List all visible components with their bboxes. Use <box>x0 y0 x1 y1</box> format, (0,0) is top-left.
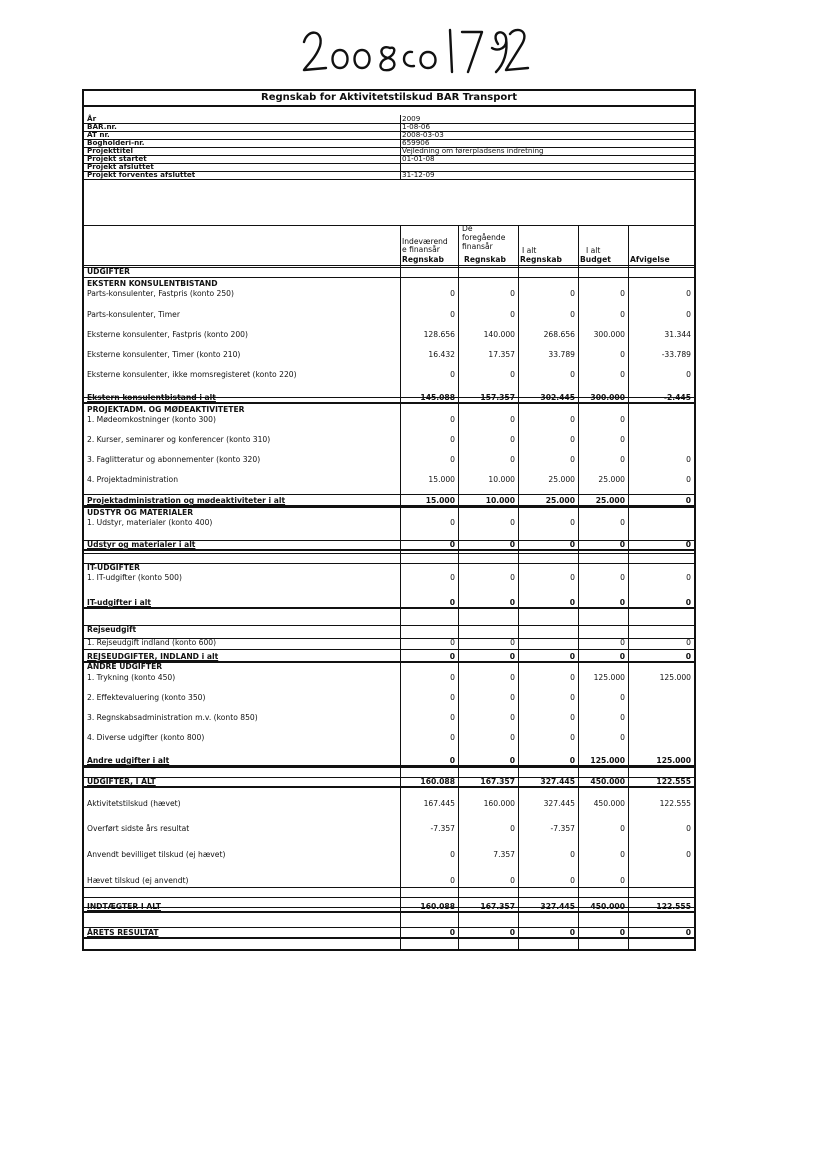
row-label: 4. Diverse udgifter (konto 800) <box>87 733 205 742</box>
divider <box>84 540 694 541</box>
row-value: 0 <box>620 638 625 647</box>
row-value: 0 <box>450 310 455 319</box>
row-value: 0 <box>570 876 575 885</box>
row-value: 33.789 <box>548 350 575 359</box>
row-label: Hævet tilskud (ej anvendt) <box>87 876 189 885</box>
column-header: foregående <box>462 233 506 242</box>
row-label: 2. Effektevaluering (konto 350) <box>87 693 206 702</box>
row-value: 25.000 <box>595 496 625 505</box>
row-value: 10.000 <box>485 496 515 505</box>
info-row <box>84 171 694 179</box>
row-value: 0 <box>510 824 515 833</box>
info-label: Projekttitel <box>87 146 133 155</box>
row-value: 0 <box>620 415 625 424</box>
row-value: 0 <box>619 928 625 937</box>
info-value: Vejledning om førerpladsens indretning <box>402 146 544 155</box>
row-label: 1. Udstyr, materialer (konto 400) <box>87 518 213 527</box>
row-value: 0 <box>509 540 515 549</box>
row-value: 122.555 <box>659 799 691 808</box>
row-value: 16.432 <box>428 350 455 359</box>
column-header: finansår <box>462 242 493 251</box>
row-label: ANDRE UDGIFTER <box>87 662 163 671</box>
divider <box>518 225 519 949</box>
row-value: -7.357 <box>430 824 455 833</box>
divider <box>84 553 694 554</box>
row-value: 0 <box>686 455 691 464</box>
row-value: 0 <box>620 713 625 722</box>
divider <box>84 267 694 268</box>
row-label: 1. Rejseudgift indland (konto 600) <box>87 638 217 647</box>
info-value: 2009 <box>402 114 421 123</box>
row-value: 0 <box>450 370 455 379</box>
row-value: 327.445 <box>540 777 575 786</box>
row-label: Eksterne konsulenter, Timer (konto 210) <box>87 350 241 359</box>
divider <box>578 225 579 949</box>
row-value: 327.445 <box>540 902 575 911</box>
row-value: 0 <box>570 850 575 859</box>
info-label: Projekt afsluttet <box>87 162 154 171</box>
row-value: 0 <box>570 713 575 722</box>
column-header: Regnskab <box>520 255 562 264</box>
row-value: 0 <box>450 289 455 298</box>
row-value: 0 <box>570 289 575 298</box>
row-value: 0 <box>510 370 515 379</box>
row-value: 0 <box>620 693 625 702</box>
divider <box>84 265 694 266</box>
row-value: 0 <box>619 652 625 661</box>
row-label: Parts-konsulenter, Timer <box>87 310 180 319</box>
divider <box>84 607 694 609</box>
column-header: Regnskab <box>402 255 444 264</box>
row-label: Projektadministration og mødeaktiviteter i alt <box>87 496 286 505</box>
row-label: INDTÆGTER I ALT <box>87 902 161 911</box>
column-header: De <box>462 224 473 233</box>
row-value: 0 <box>686 573 691 582</box>
row-value: -33.789 <box>661 350 691 359</box>
row-label: 1. IT-udgifter (konto 500) <box>87 573 182 582</box>
divider <box>84 397 694 398</box>
divider <box>84 549 694 551</box>
row-value: 0 <box>449 652 455 661</box>
row-value: 300.000 <box>593 330 625 339</box>
row-value: 0 <box>570 435 575 444</box>
divider <box>84 777 694 778</box>
row-label: IT-UDGIFTER <box>87 563 140 572</box>
row-label: IT-udgifter i alt <box>87 598 151 607</box>
row-value: 157.357 <box>480 393 515 402</box>
row-value: 15.000 <box>425 496 455 505</box>
row-value: 0 <box>685 540 691 549</box>
row-value: 125.000 <box>659 673 691 682</box>
info-value: 01-01-08 <box>402 154 435 163</box>
row-value: 0 <box>620 350 625 359</box>
divider <box>628 225 629 949</box>
row-label: PROJEKTADM. OG MØDEAKTIVITETER <box>87 405 245 414</box>
row-value: 0 <box>570 673 575 682</box>
row-label: UDGIFTER, I ALT <box>87 777 156 786</box>
row-value: 450.000 <box>593 799 625 808</box>
row-value: 128.656 <box>423 330 455 339</box>
info-row <box>84 155 694 163</box>
divider <box>84 625 694 626</box>
divider <box>84 649 694 650</box>
row-label: Anvendt bevilliget tilskud (ej hævet) <box>87 850 226 859</box>
row-value: 25.000 <box>548 475 575 484</box>
row-value: 0 <box>620 455 625 464</box>
row-label: Udstyr og materialer i alt <box>87 540 196 549</box>
row-value: 0 <box>450 673 455 682</box>
row-label: Rejseudgift <box>87 625 137 634</box>
row-label: Eksterne konsulenter, ikke momsregisteret (konto 220) <box>87 370 297 379</box>
info-label: Projekt forventes afsluttet <box>87 170 196 179</box>
row-value: 160.088 <box>420 902 455 911</box>
row-value: 0 <box>620 876 625 885</box>
info-value: 2008-03-03 <box>402 130 444 139</box>
column-header: e finansår <box>402 245 440 254</box>
row-value: 327.445 <box>543 799 575 808</box>
divider <box>84 911 694 913</box>
row-value: 0 <box>685 598 691 607</box>
divider <box>84 937 694 938</box>
row-label: 3. Faglitteratur og abonnementer (konto 320) <box>87 455 261 464</box>
row-value: 0 <box>620 435 625 444</box>
row-value: 0 <box>510 673 515 682</box>
row-value: 145.088 <box>420 393 455 402</box>
row-value: 0 <box>510 435 515 444</box>
divider <box>84 786 694 788</box>
row-value: 0 <box>686 370 691 379</box>
row-value: 0 <box>450 638 455 647</box>
info-label: År <box>87 114 97 123</box>
row-value: 0 <box>569 598 575 607</box>
divider <box>84 563 694 564</box>
divider <box>84 767 694 768</box>
row-value: 0 <box>685 496 691 505</box>
row-value: 0 <box>620 573 625 582</box>
row-value: 0 <box>450 693 455 702</box>
row-value: 10.000 <box>488 475 515 484</box>
row-value: 0 <box>450 573 455 582</box>
row-value: 0 <box>570 415 575 424</box>
row-value: 0 <box>510 310 515 319</box>
row-value: 0 <box>570 310 575 319</box>
divider <box>400 115 401 179</box>
row-label: Eksterne konsulenter, Fastpris (konto 200) <box>87 330 248 339</box>
row-value: 0 <box>570 573 575 582</box>
row-value: 0 <box>570 370 575 379</box>
divider <box>84 638 694 639</box>
row-label: Overført sidste års resultat <box>87 824 190 833</box>
row-value: 122.555 <box>656 777 691 786</box>
row-value: 0 <box>686 289 691 298</box>
row-value: 0 <box>510 693 515 702</box>
info-value: 659906 <box>402 138 430 147</box>
row-value: 0 <box>619 598 625 607</box>
row-value: 0 <box>686 850 691 859</box>
info-row <box>84 131 694 139</box>
row-value: 0 <box>510 415 515 424</box>
row-value: 125.000 <box>656 756 691 765</box>
row-value: 268.656 <box>543 330 575 339</box>
divider <box>84 507 694 508</box>
row-value: 0 <box>620 370 625 379</box>
info-row <box>84 147 694 155</box>
row-value: 0 <box>686 310 691 319</box>
row-value: 0 <box>570 733 575 742</box>
handwritten-reference-number <box>300 22 530 78</box>
info-row <box>84 123 694 131</box>
divider <box>84 927 694 928</box>
row-value: 160.000 <box>483 799 515 808</box>
row-value: 0 <box>620 824 625 833</box>
row-value: 0 <box>620 289 625 298</box>
row-value: 0 <box>510 289 515 298</box>
row-value: 125.000 <box>590 756 625 765</box>
divider <box>84 179 694 180</box>
row-value: 0 <box>620 733 625 742</box>
row-value: 0 <box>509 928 515 937</box>
row-value: -2.445 <box>663 393 691 402</box>
row-value: 0 <box>569 928 575 937</box>
column-header: I alt <box>522 246 537 255</box>
divider <box>84 277 694 278</box>
divider <box>400 225 401 949</box>
divider <box>458 225 459 949</box>
info-label: BAR.nr. <box>87 122 117 131</box>
row-label: 1. Mødeomkostninger (konto 300) <box>87 415 216 424</box>
row-value: 0 <box>686 475 691 484</box>
column-header: Budget <box>580 255 611 264</box>
row-value: 0 <box>570 455 575 464</box>
divider <box>84 887 694 888</box>
row-value: 0 <box>450 435 455 444</box>
row-value: 0 <box>570 693 575 702</box>
row-value: 0 <box>510 573 515 582</box>
row-label: Andre udgifter i alt <box>87 756 170 765</box>
row-value: 0 <box>569 652 575 661</box>
column-header: Regnskab <box>464 255 506 264</box>
row-value: 160.088 <box>420 777 455 786</box>
row-value: 0 <box>450 713 455 722</box>
row-label: ÅRETS RESULTAT <box>87 928 159 937</box>
row-value: 0 <box>449 756 455 765</box>
row-value: 125.000 <box>593 673 625 682</box>
row-value: 0 <box>510 876 515 885</box>
row-value: 0 <box>450 850 455 859</box>
row-label: Parts-konsulenter, Fastpris (konto 250) <box>87 289 234 298</box>
row-label: Aktivitetstilskud (hævet) <box>87 799 181 808</box>
sheet-title: Regnskab for Aktivitetstilskud BAR Transport <box>84 91 694 107</box>
column-header: I alt <box>586 246 601 255</box>
row-value: 15.000 <box>428 475 455 484</box>
row-value: 0 <box>449 928 455 937</box>
row-value: 0 <box>509 598 515 607</box>
divider <box>84 225 694 226</box>
row-value: 302.445 <box>540 393 575 402</box>
row-value: 0 <box>450 455 455 464</box>
row-label: UDSTYR OG MATERIALER <box>87 508 194 517</box>
info-value: 1-08-06 <box>402 122 431 131</box>
info-row <box>84 139 694 147</box>
info-label: Bogholderi-nr. <box>87 138 145 147</box>
row-value: 0 <box>450 733 455 742</box>
row-value: 167.357 <box>480 902 515 911</box>
row-value: 0 <box>510 518 515 527</box>
info-row <box>84 115 694 123</box>
row-value: 7.357 <box>493 850 515 859</box>
row-value: 0 <box>509 652 515 661</box>
row-value: 0 <box>685 652 691 661</box>
row-value: 0 <box>449 598 455 607</box>
divider <box>84 897 694 898</box>
row-label: Ekstern konsulentbistand i alt <box>87 393 216 402</box>
row-value: 0 <box>449 540 455 549</box>
row-label: UDGIFTER <box>87 267 130 276</box>
row-label: 3. Regnskabsadministration m.v. (konto 850) <box>87 713 258 722</box>
row-value: 0 <box>450 518 455 527</box>
row-value: 0 <box>510 713 515 722</box>
column-header: Indeværend <box>402 237 448 246</box>
row-value: 167.357 <box>480 777 515 786</box>
row-value: -7.357 <box>550 824 575 833</box>
row-label: 4. Projektadministration <box>87 475 179 484</box>
info-label: Projekt startet <box>87 154 147 163</box>
row-value: 300.000 <box>590 393 625 402</box>
row-label: 2. Kurser, seminarer og konferencer (konto 310) <box>87 435 271 444</box>
row-value: 0 <box>570 518 575 527</box>
info-label: AT nr. <box>87 130 110 139</box>
row-label: REJSEUDGIFTER, INDLAND i alt <box>87 652 219 661</box>
row-value: 0 <box>450 876 455 885</box>
row-value: 0 <box>509 756 515 765</box>
row-value: 25.000 <box>545 496 575 505</box>
column-header: Afvigelse <box>630 255 670 264</box>
account-sheet <box>82 89 696 951</box>
row-label: EKSTERN KONSULENTBISTAND <box>87 279 218 288</box>
divider <box>84 661 694 663</box>
row-value: 0 <box>510 638 515 647</box>
row-value: 450.000 <box>590 902 625 911</box>
row-value: 25.000 <box>598 475 625 484</box>
divider <box>84 907 694 908</box>
row-value: 0 <box>620 518 625 527</box>
row-value: 0 <box>619 540 625 549</box>
divider <box>84 402 694 404</box>
row-value: 0 <box>685 928 691 937</box>
row-value: 122.555 <box>656 902 691 911</box>
row-value: 140.000 <box>483 330 515 339</box>
row-value: 0 <box>450 415 455 424</box>
row-value: 167.445 <box>423 799 455 808</box>
row-value: 0 <box>686 824 691 833</box>
row-value: 0 <box>510 455 515 464</box>
row-value: 31.344 <box>664 330 691 339</box>
row-value: 0 <box>569 540 575 549</box>
row-value: 0 <box>569 756 575 765</box>
row-value: 0 <box>620 850 625 859</box>
divider <box>84 494 694 495</box>
row-value: 0 <box>620 310 625 319</box>
row-value: 0 <box>686 638 691 647</box>
info-value: 31-12-09 <box>402 170 435 179</box>
row-label: 1. Trykning (konto 450) <box>87 673 176 682</box>
row-value: 0 <box>510 733 515 742</box>
row-value: 450.000 <box>590 777 625 786</box>
row-value: 17.357 <box>488 350 515 359</box>
